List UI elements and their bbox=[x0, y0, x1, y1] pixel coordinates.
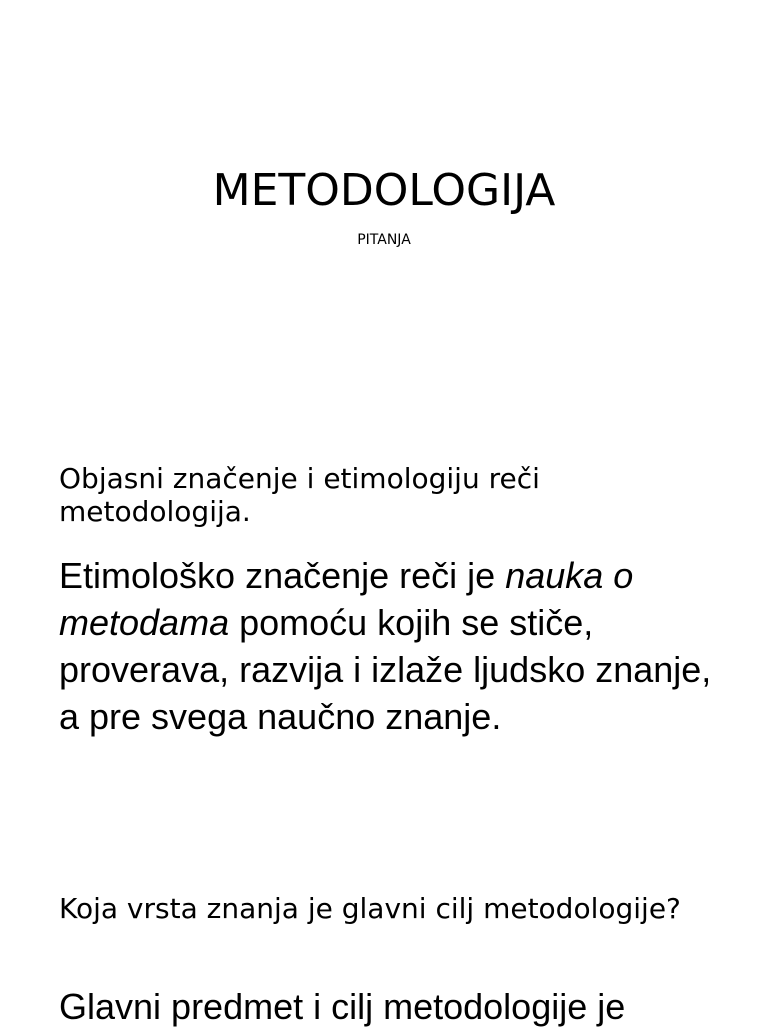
answer-text bbox=[59, 552, 739, 740]
slide-title: METODOLOGIJA bbox=[212, 165, 556, 216]
answer-emphasis: nauka o metodama bbox=[59, 555, 634, 643]
slide-subtitle: PITANJA bbox=[357, 232, 411, 248]
question-text: Koja vrsta znanja je glavni cilj metodologije? bbox=[59, 892, 681, 925]
answer-text: Glavni predmet i cilj metodologije je bbox=[59, 986, 626, 1027]
question-text: Objasni značenje i etimologiju reči metodologija. bbox=[59, 462, 540, 528]
answer-part: pomoću kojih se stiče, proverava, razvija i izlaže ljudsko znanje, a pre svega naučno znanje. bbox=[59, 602, 712, 737]
answer-part: Etimološko značenje reči je bbox=[59, 555, 506, 596]
